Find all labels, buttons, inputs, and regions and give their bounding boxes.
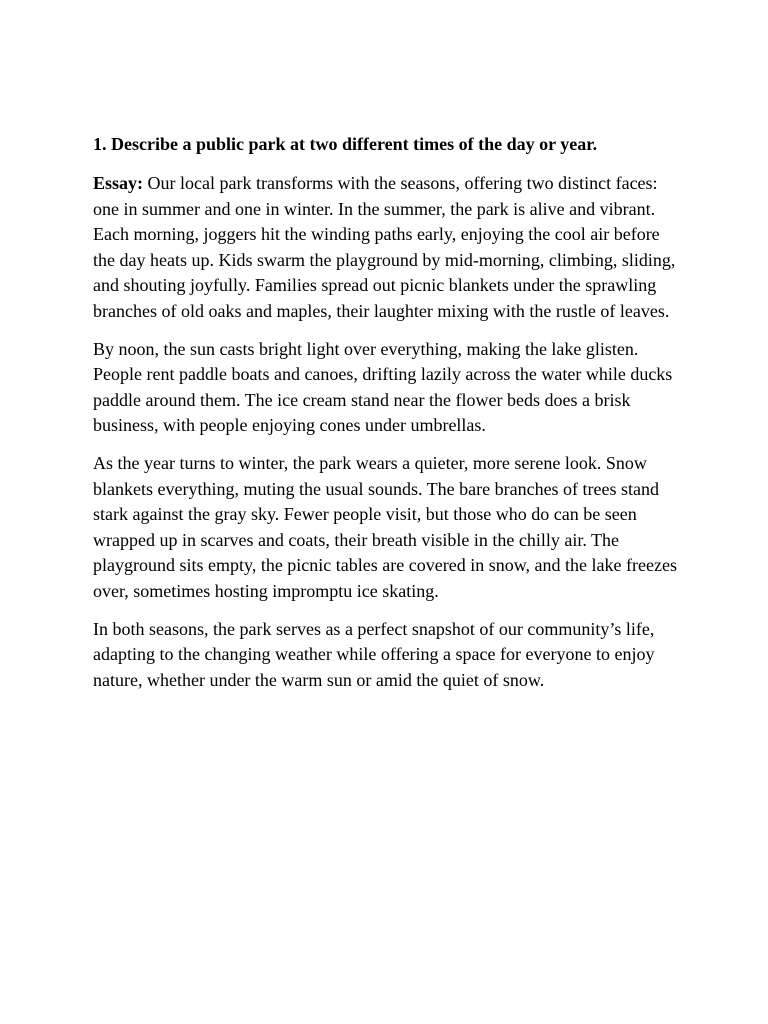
essay-paragraph-2: By noon, the sun casts bright light over everything, making the lake glisten. People rent paddle boats and canoes, drifting lazily across the water while ducks paddle around them. The ice cream stand near the flower beds does a brisk business, with people enjoying cones under umbrellas. — [93, 338, 673, 436]
essay-paragraph-1 — [93, 171, 683, 325]
document-page — [93, 131, 683, 705]
essay-label: Essay: — [93, 173, 144, 193]
essay-paragraph-1-text: Our local park transforms with the seasons, offering two distinct faces: one in summer and one in winter. In the summer, the park is alive and vibrant. Each morning, joggers hit the winding paths early, enjoying the cool air before the day heats up. Kids swarm the playground by mid-morning, climbing, sliding, and shouting joyfully. Families spread out picnic blankets under the sprawling branches of old oaks and maples, their laughter mixing with the rustle of leaves. — [93, 173, 676, 321]
essay-paragraph-3: As the year turns to winter, the park wears a quieter, more serene look. Snow blankets everything, muting the usual sounds. The bare branches of trees stand stark against the gray sky. Fewer people visit, but those who do can be seen wrapped up in scarves and coats, their breath visible in the chilly air. The playground sits empty, the picnic tables are covered in snow, and the lake freezes over, sometimes hosting impromptu ice skating. — [93, 452, 677, 601]
question-heading: 1. Describe a public park at two different times of the day or year. — [93, 134, 598, 154]
essay-paragraph-4: In both seasons, the park serves as a perfect snapshot of our community’s life, adapting to the changing weather while offering a space for everyone to enjoy nature, whether under the warm sun or amid the quiet of snow. — [93, 618, 655, 690]
